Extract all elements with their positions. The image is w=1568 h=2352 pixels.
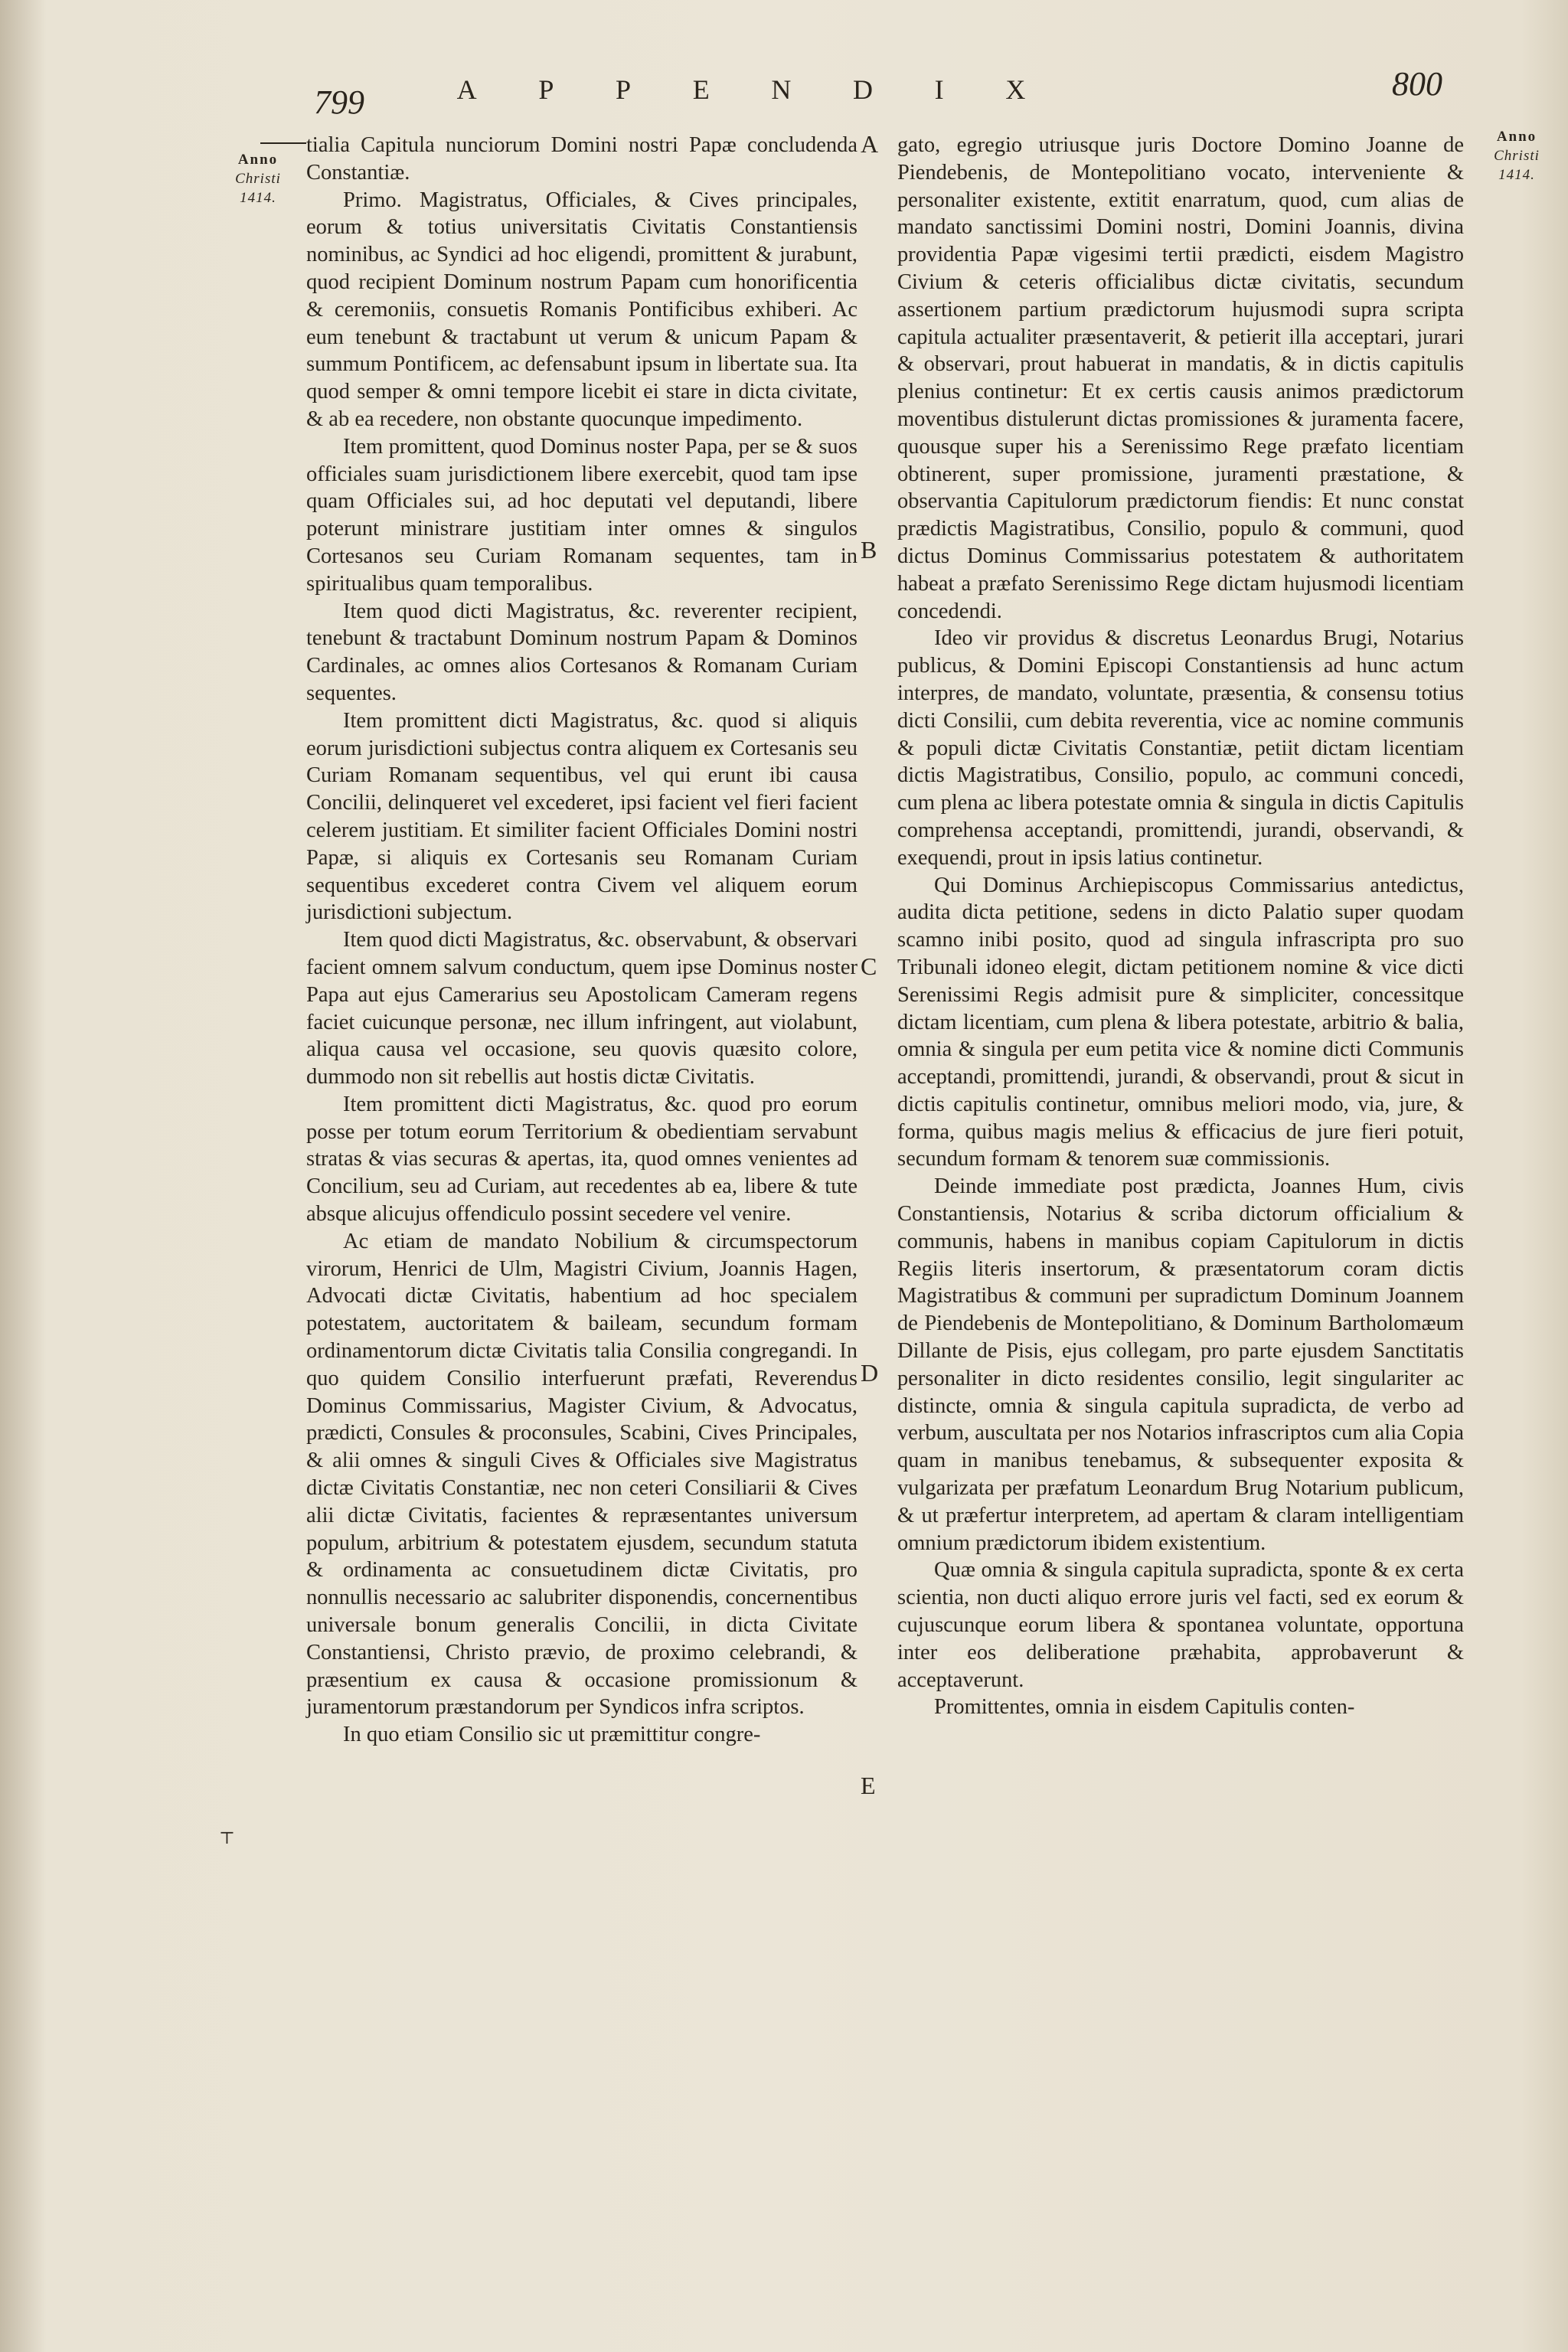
paragraph: Item quod dicti Magistratus, &c. observabunt, & observari facient omnem salvum conductum, quem ipse Dominus noster Papa aut ejus Camerarius seu Apostolicam Cameram regens faciet cuicunque personæ, nec illum infringent, aut violabunt, aliqua causa vel occasione, seu quovis quæsito colore, dummodo non sit rebellis aut hostis dictæ Civitatis.	[306, 928, 858, 1089]
margin-note-line: Christi	[235, 171, 281, 187]
title-letter: D	[853, 74, 876, 105]
title-letter: X	[1005, 74, 1029, 105]
margin-rule	[260, 142, 306, 144]
paragraph: Deinde immediate post prædicta, Joannes Hum, civis Constantiensis, Notarius & scriba dictorum officialium & communis, habens in manibus copiam Capitulorum in dictis Regiis literis insertorum, & præsentatorum coram dictis Magistratibus & communi per supradictum Dominum Joannem de Piendebenis de Montepolitiano, & Dominum Bartholomæum Dillante de Pisis, ejus collegam, pro parte ejusdem Sanctitatis personaliter in dicto residentes consilio, legit singulariter ac distincte, omnia & singula capitula supradicta, de verbo ad verbum, auscultata per nos Notarios infrascriptos cum alia Copia quam in manibus tenebamus, & subsequenter exposita & vulgarizata per præfatum Leonardum Brug Notarium publicum, & ut præfertur interpretem, ad apertam & claram intelligentiam omnium prædictorum ibidem existentium.	[897, 1174, 1464, 1555]
gutter-shadow	[0, 0, 46, 2352]
paragraph: Item quod dicti Magistratus, &c. reverenter recipient, tenebunt & tractabunt Dominum nostrum Papam & Dominos Cardinales, ac omnes alios Cortesanos & Romanam Curiam sequentes.	[306, 599, 858, 705]
margin-note-line: Anno	[237, 152, 279, 168]
title-letter: N	[771, 74, 795, 105]
paragraph: gato, egregio utriusque juris Doctore Domino Joanne de Piendebenis, de Montepolitiano vocato, interveniente & personaliter existente, extitit enarratum, quod, cum alias de mandato sanctissimi Domini nostri, Domini Joannis, divina providentia Papæ vigesimi tertii prædicti, eisdem Magistro Civium & ceteris officialibus dictæ civitatis, secundum assertionem partium prædictorum hujusmodi supra scripta capitula actualiter præsentaverit, & petierit illa acceptari, jurari & observari, prout habuerat in mandatis, & in dictis capitulis plenius continetur: Et ex certis causis animos prædictorum moventibus distulerunt dictas promissiones & juramenta facere, quousque super his a Serenissimo Rege præfato licentiam obtinerent, super promissione, juramenti præstatione, & observantia Capitulorum prædictorum fiendis: Et nunc constat prædictis Magistratibus, Consilio, populo & communi, quod dictus Dominus Commissarius potestatem & authoritatem habeat a præfato Serenissimo Rege dictam hujusmodi licentiam concedendi.	[897, 133, 1464, 623]
margin-note-line: Christi	[1494, 148, 1540, 164]
paragraph: Ac etiam de mandato Nobilium & circumspectorum virorum, Henrici de Ulm, Magistri Civium, Joannis Hagen, Advocati dictæ Civitatis, habentium ad hoc specialem potestatem, auctoritatem & baileam, secundum formam ordinamentorum dictæ Civitatis talia Consilia congregandi. In quo quidem Consilio interfuerunt præfati, Reverendus Dominus Commissarius, Magister Civium, & Advocatus, prædicti, Consules & proconsules, Scabini, Cives Principales, & alii omnes & singuli Cives & Officiales sive Magistratus dictæ Civitatis Constantiæ, nec non ceteri Consiliarii & Cives alii dictæ Civitatis, facientes & repræsentantes universum populum, arbitrium & potestatem ejusdem, secundum statuta & ordinamenta ac consuetudinem dictæ Civitatis, pro nonnullis necessario ac salubriter disponendis, concernentibus universale bonum generalis Concilii, in dicta Civitate Constantiensi, Christo prævio, de proximo celebrandi, & præsentium ex causa & occasione promissionum & juramentorum præstandorum per Syndicos infra scriptos.	[306, 1229, 858, 1720]
margin-note-right	[1467, 127, 1566, 185]
paragraph: Item promittent dicti Magistratus, &c. quod pro eorum posse per totum eorum Territorium & obedientiam servabunt stratas & vias securas & apertas, ita, quod omnes venientes ad Concilium, seu ad Curiam, aut recedentes ab ea, libere & tute absque alicujus offendiculo possint secedere vel venire.	[306, 1092, 858, 1227]
margin-note-line: Anno	[1496, 129, 1537, 145]
page-number-right: 800	[1392, 65, 1442, 103]
paragraph: Promittentes, omnia in eisdem Capitulis conten-	[934, 1695, 1355, 1720]
margin-note-line: 1414.	[1498, 167, 1535, 183]
paragraph: In quo etiam Consilio sic ut præmittitur congre-	[343, 1723, 761, 1747]
stray-mark: ⊤	[219, 1828, 235, 1847]
paragraph: Ideo vir providus & discretus Leonardus Brugi, Notarius publicus, & Domini Episcopi Constantiensis ad hunc actum interpres, de mandato, voluntate, præsentia, & consensu totius dicti Consilii, cum debita reverentia, vice ac nomine communis & populi dictæ Civitatis Constantiæ, petiit dictam licentiam dictis Magistratibus, Consilio, populo, ac communi concedi, cum plena ac libera potestate omnia & singula in dictis Capitulis comprehensa acceptandi, promittendi, jurandi, observandi, & exequendi, prout in ipsis latius continetur.	[897, 626, 1464, 870]
section-letter-e: E	[861, 1772, 876, 1799]
title-letter: E	[692, 74, 713, 105]
section-letter-a: A	[861, 130, 879, 158]
left-text-column	[306, 132, 858, 1749]
section-letter-c: C	[861, 952, 877, 980]
page-number-left: 799	[314, 83, 364, 121]
margin-note-line: 1414.	[240, 190, 276, 206]
margin-note-left	[208, 150, 308, 207]
paragraph: Primo. Magistratus, Officiales, & Cives principales, eorum & totius universitatis Civitatis Constantiensis nominibus, ac Syndici ad hoc eligendi, promittent & jurabunt, quod recipient Dominum nostrum Papam cum honorificentia & ceremoniis, consuetis Romanis Pontificibus exhiberi. Ac eum tenebunt & tractabunt ut verum & unicum Papam & summum Pontificem, ac defensabunt ipsum in libertate sua. Ita quod semper & omni tempore licebit ei stare in dicta civitate, & ab ea recedere, non obstante quocunque impedimento.	[306, 188, 858, 431]
right-text-column	[897, 132, 1464, 1721]
running-head-title	[306, 74, 1210, 106]
title-letter: I	[934, 74, 947, 105]
section-letter-b: B	[861, 536, 877, 564]
title-letter: A	[456, 74, 480, 105]
paragraph: Qui Dominus Archiepiscopus Commissarius antedictus, audita dicta petitione, sedens in dicto Palatio super quodam scamno inibi posito, quod ad singula infrascripta pro suo Tribunali idoneo elegit, dictam petitionem nomine & vice dicti Serenissimi Regis admisit pure & simpliciter, concessitque dictam licentiam, cum plena & libera potestate, arbitrio & balia, omnia & singula per eum petita vice & nomine dicti Communis acceptandi, promittendi, jurandi, & observandi, prout & sicut in dictis capitulis continetur, omnibus meliori modo, via, jure, & forma, quibus magis melius & efficacius de jure fieri potuit, secundum formam & tenorem suæ commissionis.	[897, 873, 1464, 1171]
paragraph: Item promittent, quod Dominus noster Papa, per se & suos officiales suam jurisdictionem libere exercebit, quod tam ipse quam Officiales sui, ad hoc deputati vel deputandi, libere poterunt ministrare justitiam inter omnes & singulos Cortesanos seu Curiam Romanam sequentes, tam in spiritualibus quam temporalibus.	[306, 434, 858, 596]
paragraph: Quæ omnia & singula capitula supradicta, sponte & ex certa scientia, non ducti aliquo errore juris vel facti, sed ex eorum & cujuscunque eorum libera & spontanea voluntate, opportuna inter eos deliberatione præhabita, approbaverunt & acceptaverunt.	[897, 1558, 1464, 1692]
section-letter-d: D	[861, 1359, 879, 1387]
paragraph: Item promittent dicti Magistratus, &c. quod si aliquis eorum jurisdictioni subjectus contra aliquem ex Cortesanis seu Curiam Romanam sequentibus, vel qui erunt ibi causa Concilii, delinqueret vel excederet, ipsi facient vel fieri facient celerem justitiam. Et similiter facient Officiales Domini nostri Papæ, si aliquis ex Cortesanis seu Romanam Curiam sequentibus excederet contra Civem vel aliquem eorum jurisdictioni subjectum.	[306, 708, 858, 925]
title-letter: P	[538, 74, 557, 105]
title-letter: P	[616, 74, 635, 105]
paragraph: tialia Capitula nunciorum Domini nostri Papæ concludenda Constantiæ.	[306, 133, 858, 185]
